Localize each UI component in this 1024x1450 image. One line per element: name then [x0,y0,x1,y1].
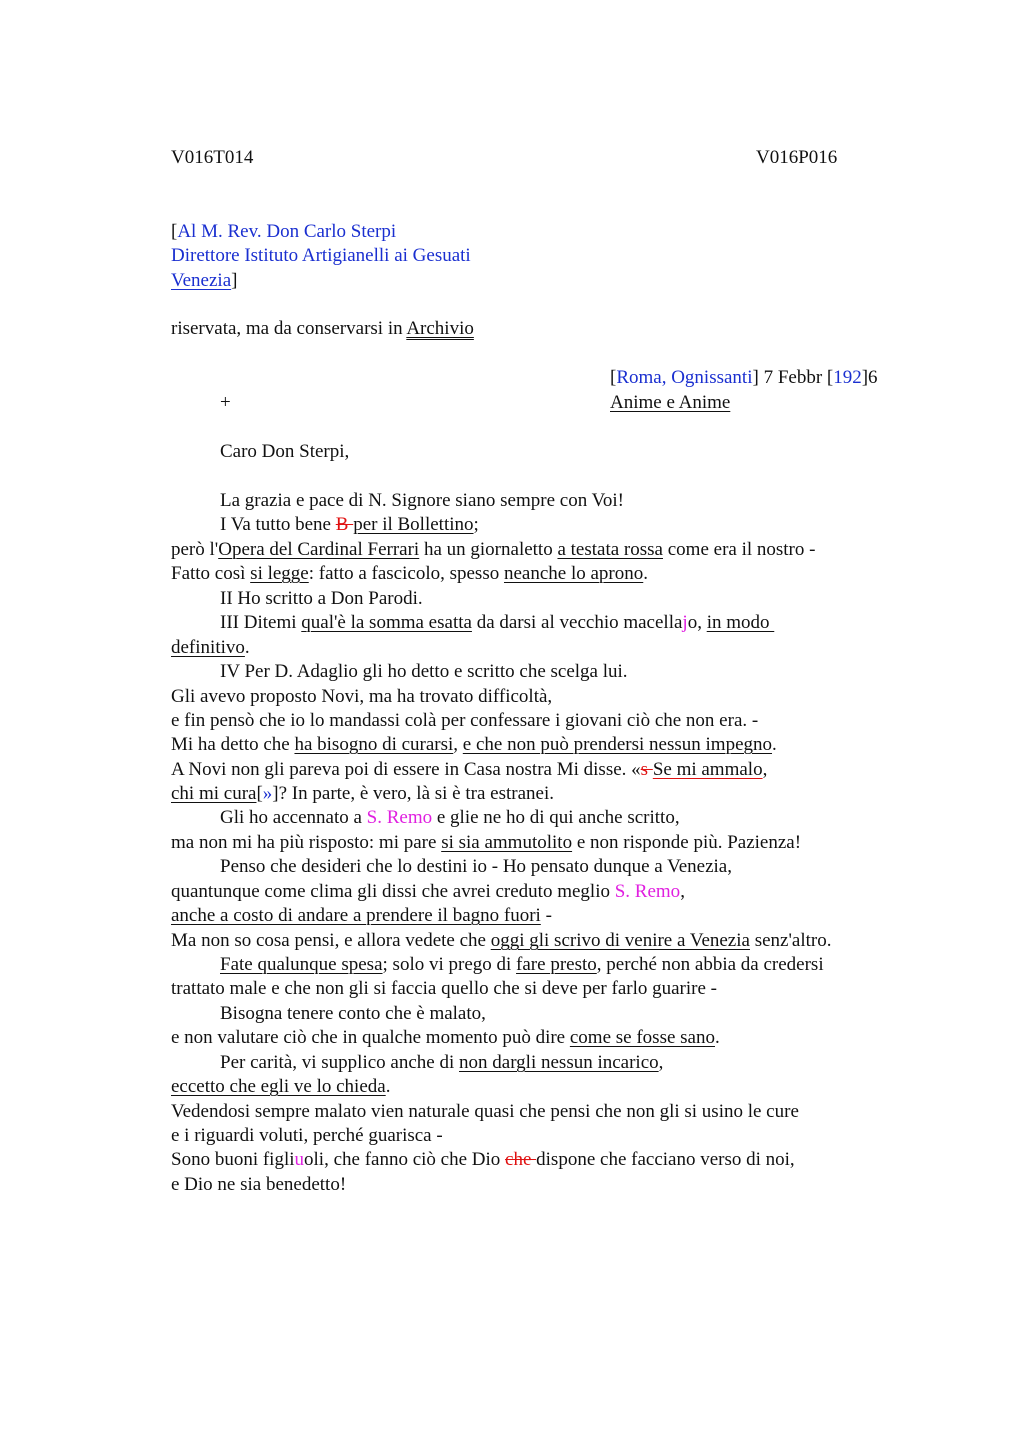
motto: Anime e Anime [610,392,731,413]
body-line: e i riguardi voluti, perché guarisca - [171,1125,443,1146]
place-name: S. Remo [614,881,681,902]
deletion: che [505,1149,537,1170]
date-place: Roma, Ognissanti [616,367,753,388]
date-year: 192 [833,367,862,388]
insertion: j [682,612,688,633]
address-line-1 [171,220,396,244]
reserved-note: riservata, ma da conservarsi in Archivio [171,318,474,339]
body-line: Per carità, vi supplico anche di non dargli nessun incarico, [220,1052,664,1073]
body-line: La grazia e pace di N. Signore siano sempre con Voi! [220,490,624,511]
body-line: e non valutare ciò che in qualche momento può dire come se fosse sano. [171,1027,720,1048]
editorial-quote: » [262,783,273,804]
body-line: Vedendosi sempre malato vien naturale quasi che pensi che non gli si usino le cure [171,1101,799,1122]
document-code-right: V016P016 [756,147,838,168]
body-line: chi mi cura[»]? In parte, è vero, là si è tra estranei. [171,783,554,804]
cross-symbol: + [220,392,231,413]
body-line: Mi ha detto che ha bisogno di curarsi, e che non può prendersi nessun impegno. [171,734,777,755]
body-line: IV Per D. Adaglio gli ho detto e scritto che scelga lui. [220,661,628,682]
recipient-name: Al M. Rev. Don Carlo Sterpi [177,221,397,242]
body-line: e Dio ne sia benedetto! [171,1174,347,1195]
place-name: S. Remo [366,807,433,828]
body-line: e fin pensò che io lo mandassi colà per confessare i giovani ciò che non era. - [171,710,759,731]
recipient-city: Venezia [171,270,232,291]
body-line: II Ho scritto a Don Parodi. [220,588,423,609]
body-line: eccetto che egli ve lo chieda. [171,1076,391,1097]
bracket: ] [231,270,238,291]
body-line: Sono buoni figliuoli, che fanno ciò che Dio che dispone che facciano verso di noi, [171,1149,795,1170]
body-line: però l'Opera del Cardinal Ferrari ha un giornaletto a testata rossa come era il nostro - [171,539,816,560]
body-line: I Va tutto bene B per il Bollettino; [220,514,479,535]
body-line: anche a costo di andare a prendere il bagno fuori - [171,905,552,926]
body-line: Penso che desideri che lo destini io - Ho pensato dunque a Venezia, [220,856,732,877]
bracket: [ [171,221,178,242]
body-line: quantunque come clima gli dissi che avrei creduto meglio S. Remo, [171,881,685,902]
body-line: Fate qualunque spesa; solo vi prego di fare presto, perché non abbia da credersi [220,954,824,975]
deletion: s [640,759,653,780]
document-code-left: V016T014 [171,147,254,168]
dateline: [Roma, Ognissanti] 7 Febbr [192]6 [610,367,878,388]
insertion: u [294,1149,305,1170]
body-line: ma non mi ha più risposto: mi pare si sia ammutolito e non risponde più. Pazienza! [171,832,802,853]
salutation: Caro Don Sterpi, [220,441,350,462]
body-line: Ma non so cosa pensi, e allora vedete che oggi gli scrivo di venire a Venezia senz'altro. [171,930,832,951]
body-line: A Novi non gli pareva poi di essere in Casa nostra Mi disse. «s Se mi ammalo, [171,759,768,780]
body-line: III Ditemi qual'è la somma esatta da darsi al vecchio macellajo, in modo [220,612,775,633]
body-line: Gli avevo proposto Novi, ma ha trovato difficoltà, [171,686,553,707]
body-line: definitivo. [171,637,250,658]
body-line: Bisogna tenere conto che è malato, [220,1003,486,1024]
deletion: B [335,514,354,535]
body-line: trattato male e che non gli si faccia quello che si deve per farlo guarire - [171,978,717,999]
address-line-2: Direttore Istituto Artigianelli ai Gesuati [171,245,471,266]
archivio-word: Archivio [406,318,474,339]
body-line: Fatto così si legge: fatto a fascicolo, spesso neanche lo aprono. [171,563,649,584]
address-line-3 [171,269,237,293]
body-line: Gli ho accennato a S. Remo e glie ne ho di qui anche scritto, [220,807,680,828]
